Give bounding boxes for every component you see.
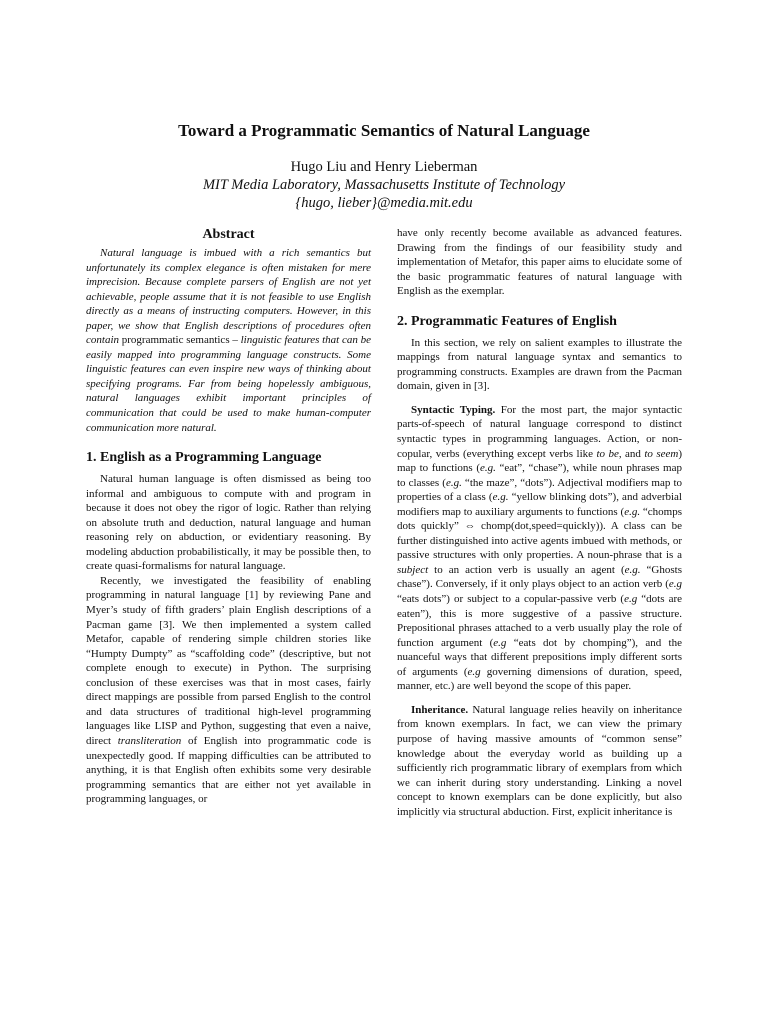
st-text-9: “Ghosts chase”). Conversely, if it only plays object to an action verb ( <box>397 563 682 591</box>
section1-p2-text-b: transliteration <box>117 734 182 747</box>
syntactic-typing-paragraph <box>397 403 682 694</box>
paper-title: Toward a Programmatic Semantics of Natural Language <box>178 121 590 140</box>
st-text-13: governing dimensions of duration, speed, manner, etc.) are well beyond the scope of this paper. <box>397 665 682 693</box>
st-text-5: “the maze”, “dots”). Adjectival modifiers map to properties of a class ( <box>397 476 682 504</box>
abstract-heading: Abstract <box>202 227 255 242</box>
right-top-paragraph: have only recently become available as advanced features. Drawing from the findings of our feasibility study and implementation of Metafor, this paper aims to elucidate some of the basic programmatic features of natural language with English as the exemplar. <box>397 227 682 298</box>
st-text-6: “yellow blinking dots”), and adverbial modifiers map to auxiliary arguments to functions ( <box>397 491 682 518</box>
st-eg-8: e.g <box>493 636 507 649</box>
st-eg-5: e.g. <box>624 563 641 576</box>
abstract-text-1: Natural language is imbued with a rich semantics but unfortunately its complex elegance is often mistaken for mere imprecision. Because complete parsers of English are not yet achievable, people assume that it is not feasible to use English directly as a means of instructing computers. However, in this paper, we show that English descriptions of procedures often contain <box>86 247 371 347</box>
section2-paragraph-1: In this section, we rely on salient examples to illustrate the mappings from natural language syntax and semantics to programming constructs. Examples are drawn from the Pacman domain, given in [3]. <box>397 336 682 393</box>
left-column <box>86 226 371 807</box>
st-text-2: , and <box>618 447 645 460</box>
st-text-tobe: to be <box>596 447 619 460</box>
section1-p2-text-c: of English into programmatic code is unexpectedly good. If mapping difficulties can be attributed to anything, it is that English often exhibits some very desirable programming semantics that are either not yet available in programming languages, or <box>86 734 371 806</box>
abstract-text-2: programmatic semantics <box>121 334 230 347</box>
st-text-3: ) map to functions ( <box>397 447 682 475</box>
st-subject: subject <box>397 563 429 576</box>
st-text-12: “eats dot by chomping”), and the nuanceful ways that different prepositions imply different sorts of arguments ( <box>397 636 682 678</box>
inheritance-heading: Inheritance. <box>411 703 469 716</box>
st-eg-9: e.g <box>467 665 481 678</box>
st-eg-7: e.g <box>624 593 638 606</box>
st-text-11: “dots are eaten”), this is more suggestive of a passive structure. Prepositional phrases attached to a verb usually play the role of function argument ( <box>397 593 682 649</box>
st-text-toseem: to seem <box>644 447 679 460</box>
section2-heading: 2. Programmatic Features of English <box>397 313 617 329</box>
section1-p2-text-a: Recently, we investigated the feasibility of enabling programming in natural language [1] by reviewing Pane and Myer’s study of fifth graders’ plain English descriptions of a Pacman game [3]. We then implemented a system called Metafor, capable of rendering simple children stories like “Humpty Dumpty” as “scaffolding code” (descriptive, but not complete enough to execute) in Python. The surprising conclusion of these exercises was that in most cases, fairly direct mappings are possible from parsed English to the control and data structures of traditional high-level programming languages like LISP and Python, suggesting that even a naive, direct <box>86 574 371 747</box>
st-text-8: to an action verb is usually an agent ( <box>428 563 625 576</box>
st-eg-2: e.g. <box>445 476 462 489</box>
st-eg-6: e.g <box>668 578 682 591</box>
inheritance-paragraph <box>397 703 682 819</box>
st-text-7: “chomps dots quickly” ⇔ chomp(dot,speed=quickly)). A class can be further distinguished into active agents imbued with methods, or passive structures with only properties. A noun-phrase that is a <box>397 505 683 562</box>
section1-heading: 1. English as a Programming Language <box>86 450 322 466</box>
right-column <box>397 226 682 819</box>
st-eg-4: e.g. <box>624 505 641 518</box>
author-email: {hugo, lieber}@media.mit.edu <box>295 195 473 211</box>
author-names: Hugo Liu and Henry Lieberman <box>290 159 478 175</box>
section1-paragraph-1: Natural human language is often dismissed as being too informal and ambiguous to compute with and program in because it does not obey the rigor of logic. Rather than relying on absolute truth and deduction, natural language and human reasoning rely on abduction, or evidentiary reasoning. By modeling abduction probabilistically, it may be possible then, to create quasi-formalisms for natural language. <box>86 473 371 573</box>
inheritance-text: Natural language relies heavily on inheritance from known exemplars. In fact, we can view the primary purpose of having massive amounts of “common sense” knowledge about the everyday world as building up a sufficiently rich programmatic library of exemplars from which we can inherit during story understanding. Linking a novel concept to known exemplars can be done explicitly, but also implicitly via structural abduction. First, explicit inheritance is <box>397 703 682 818</box>
st-text-10: “eats dots”) or subject to a copular-passive verb ( <box>397 593 625 606</box>
st-eg-1: e.g. <box>480 462 496 475</box>
affiliation: MIT Media Laboratory, Massachusetts Institute of Technology <box>202 177 566 193</box>
abstract-section <box>86 226 371 435</box>
abstract-text-3: – linguistic features that can be easily mapped into programming language constructs. Some linguistic features can even inspire new ways of thinking about specifying programs. Far from being hopelessly ambiguous, natural languages exhibit important principles of communication that could be used to make human-computer communication more natural. <box>86 334 372 434</box>
st-text-1: For the most part, the major syntactic parts-of-speech of natural language correspond to distinct syntactic types in programming languages. Action, or non-copular, verbs (everything except verbs like <box>397 403 683 460</box>
syntactic-typing-heading: Syntactic Typing. <box>411 403 496 416</box>
abstract-paragraph <box>86 246 371 435</box>
st-text-4: “eat”, “chase”), while noun phrases map to classes ( <box>397 462 682 489</box>
st-eg-3: e.g. <box>492 491 509 504</box>
section1-paragraph-2 <box>86 574 371 807</box>
